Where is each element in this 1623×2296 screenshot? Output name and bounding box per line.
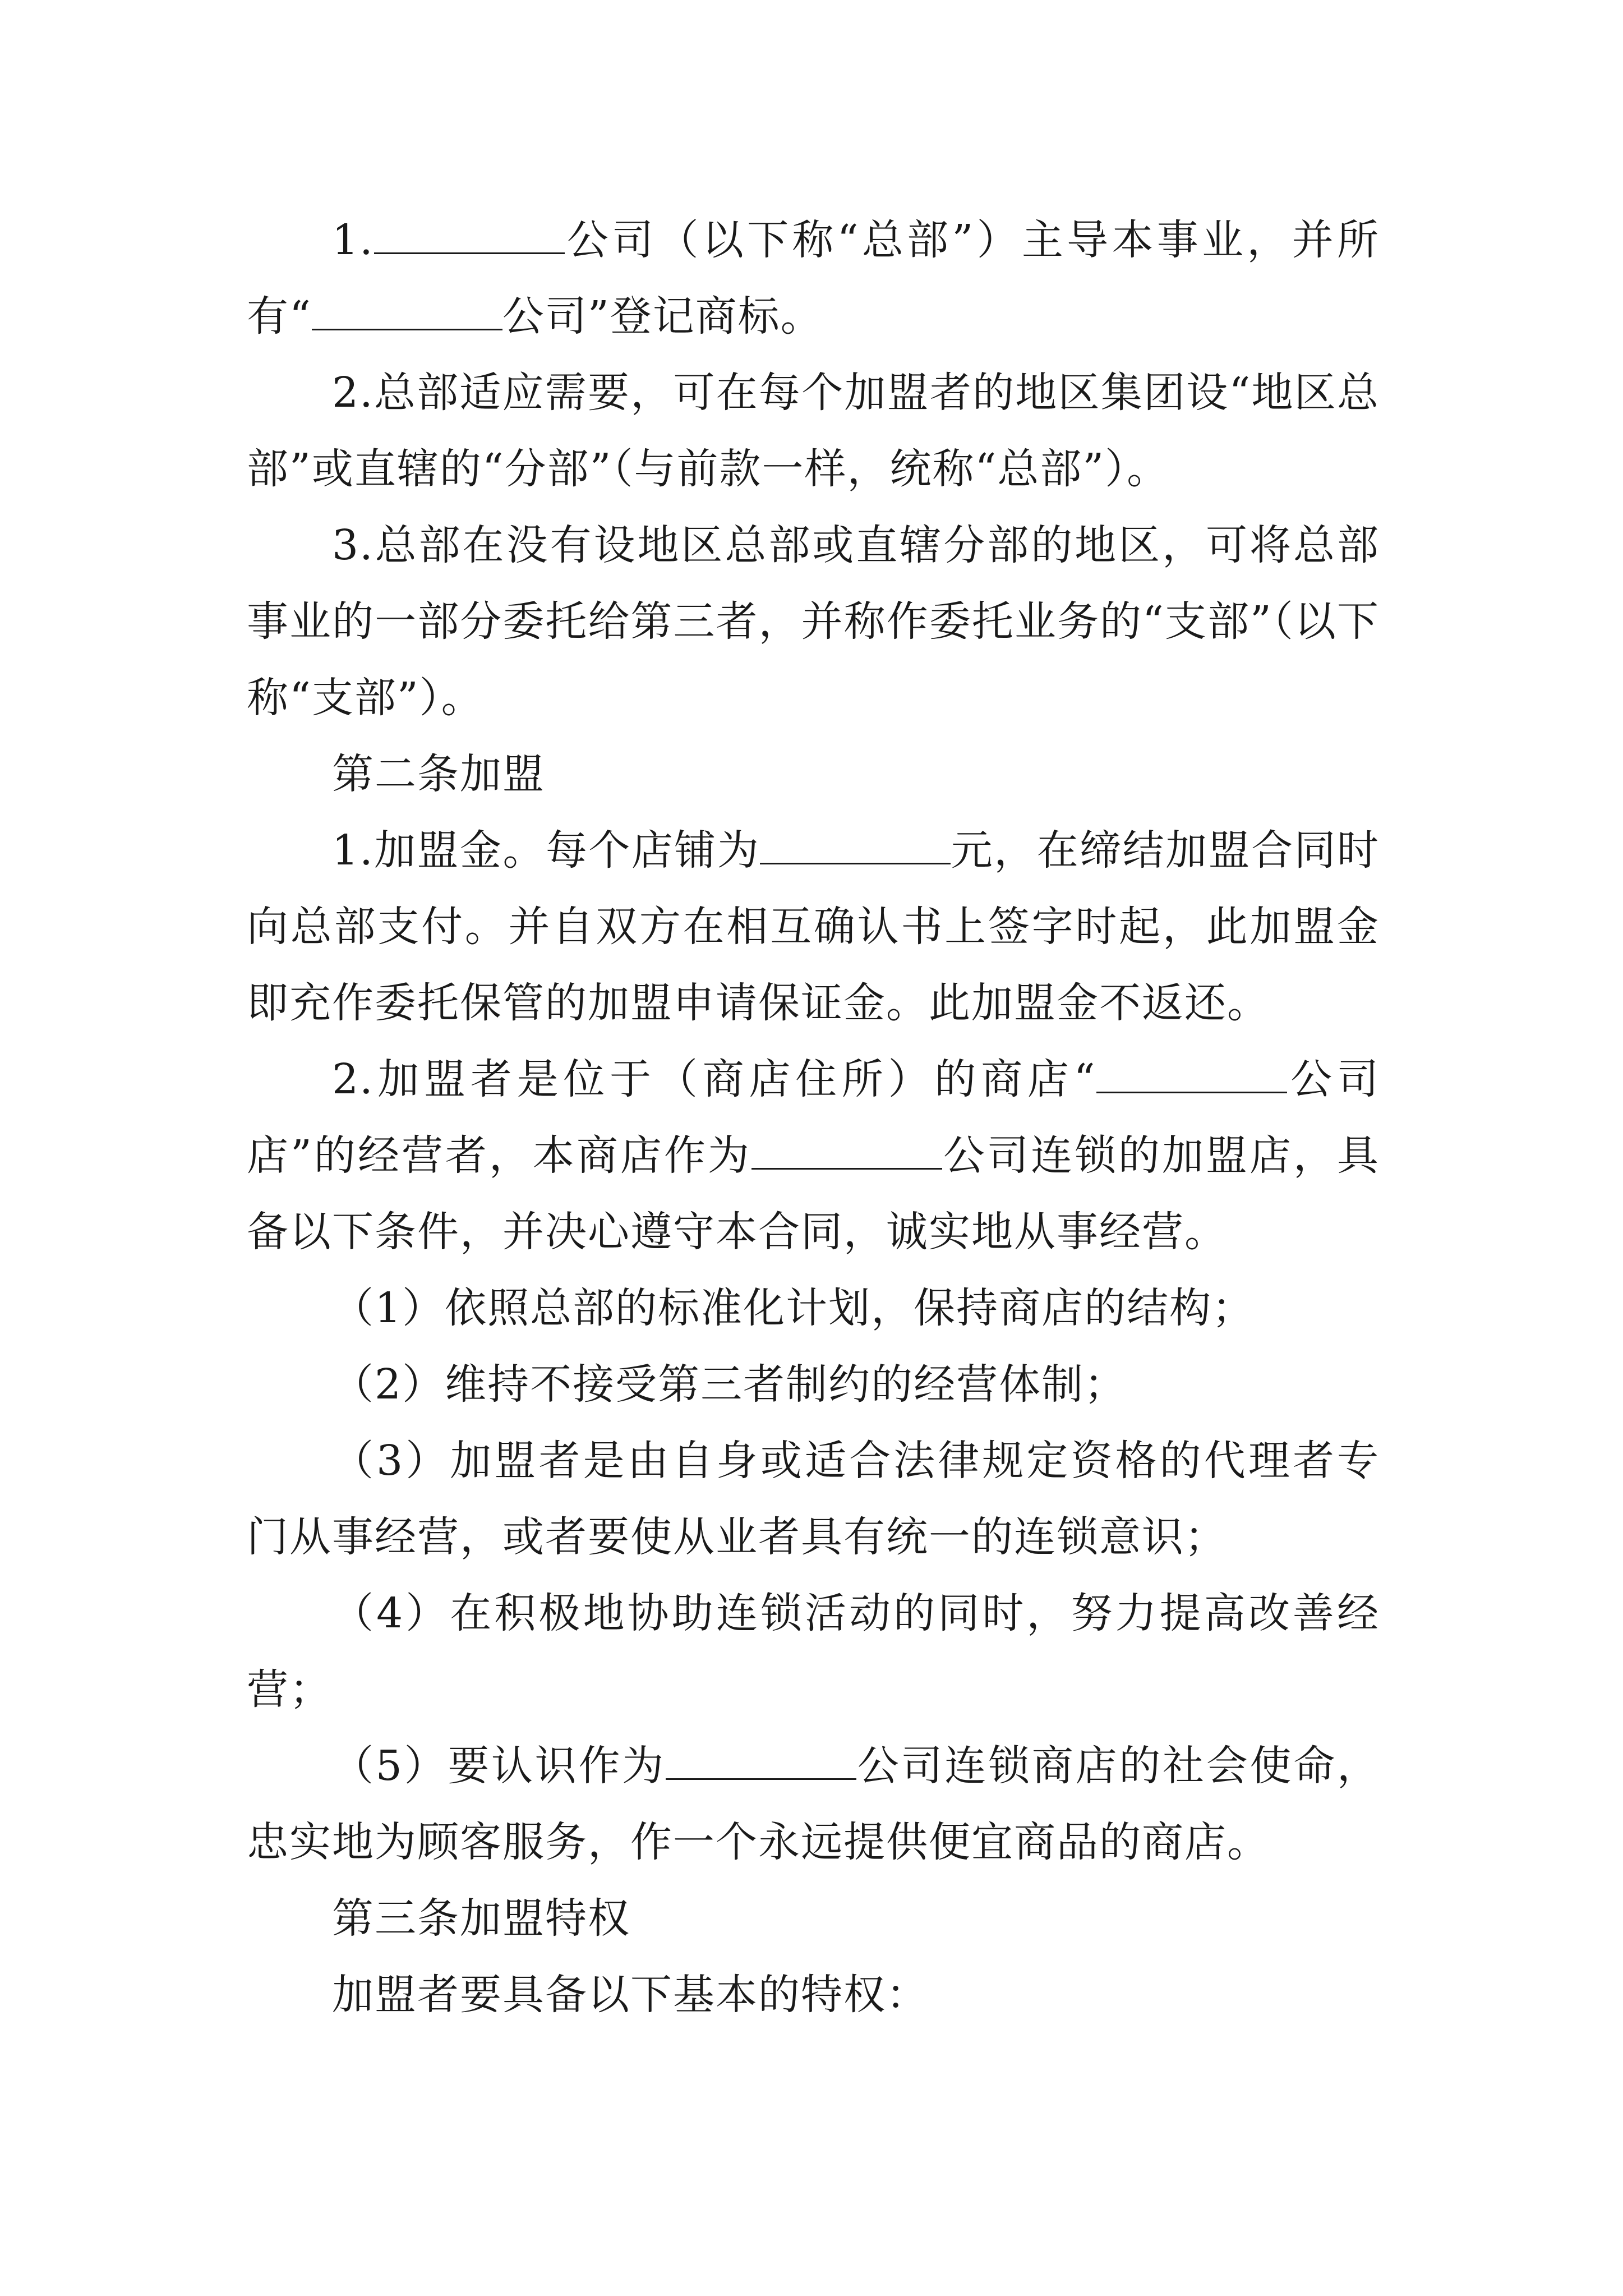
paragraph-franchise-fee: [247, 812, 1380, 1041]
fill-in-blank[interactable]: [666, 1745, 856, 1780]
text-segment: 公司店”的经营者，本商店作为: [247, 1055, 1380, 1180]
paragraph-privileges-intro: 加盟者要具备以下基本的特权：: [332, 1971, 929, 2019]
section-heading-article-3: 第三条加盟特权: [332, 1894, 630, 1943]
text-segment: 2.加盟者是位于（商店住所）的商店“: [332, 1055, 1096, 1103]
fill-in-blank[interactable]: [374, 219, 565, 254]
fill-in-blank[interactable]: [751, 1134, 942, 1170]
paragraph-3: 3.总部在没有设地区总部或直辖分部的地区，可将总部事业的一部分委托给第三者，并称作委托业务的“支部”（以下称“支部”）。: [247, 521, 1380, 722]
list-item-2: （2）维持不接受第三者制约的经营体制；: [332, 1360, 1127, 1409]
list-item-5: [247, 1728, 1380, 1880]
document-page: [247, 202, 1380, 2033]
list-item-4: （4）在积极地协助连锁活动的同时，努力提高改善经营；: [247, 1589, 1380, 1714]
list-item-3: （3）加盟者是由自身或适合法律规定资格的代理者专门从事经营，或者要使从业者具有统一的连锁意识；: [247, 1437, 1380, 1561]
fill-in-blank[interactable]: [312, 295, 502, 330]
text-segment: 公司连锁商店的社会使命，忠实地为顾客服务，作一个永远提供便宜商品的商店。: [247, 1742, 1380, 1866]
text-segment: 公司连锁的加盟店，具备以下条件，并决心遵守本合同，诚实地从事经营。: [247, 1131, 1380, 1256]
text-segment: 公司”登记商标。: [502, 292, 823, 341]
fill-in-blank[interactable]: [1096, 1058, 1287, 1093]
text-segment: 1.: [332, 216, 374, 264]
paragraph-2: 2.总部适应需要，可在每个加盟者的地区集团设“地区总部”或直辖的“分部”（与前款一样，统称“总部”）。: [247, 369, 1380, 493]
paragraph-franchisee: [247, 1041, 1380, 1270]
text-segment: 公司（以下称“总部”）主导本事业，并所有“: [247, 216, 1380, 341]
text-segment: 元，在缔结加盟合同时向总部支付。并自双方在相互确认书上签字时起，此加盟金即充作委托保管的加盟申请保证金。此加盟金不返还。: [247, 826, 1380, 1027]
section-heading-article-2: 第二条加盟: [332, 750, 545, 798]
list-item-1: （1）依照总部的标准化计划，保持商店的结构；: [332, 1284, 1255, 1332]
text-segment: （5）要认识作为: [332, 1742, 666, 1790]
paragraph-1: [247, 202, 1380, 355]
fill-in-blank[interactable]: [760, 829, 951, 864]
text-segment: 1.加盟金。每个店铺为: [332, 826, 760, 875]
